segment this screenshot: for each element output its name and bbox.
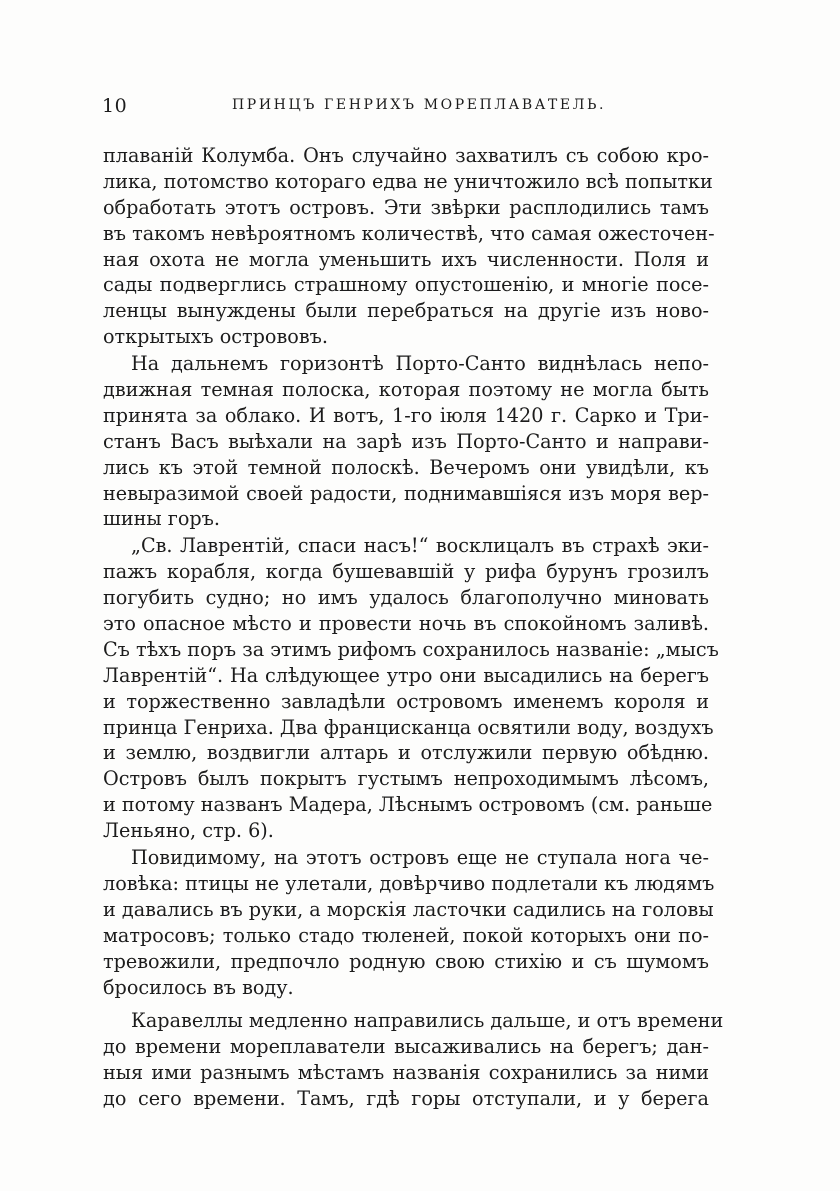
running-head — [102, 95, 720, 125]
paragraph-2 — [103, 351, 709, 532]
text-line: плаваній Колумба. Онъ случайно захватилъ съ собою кро- — [103, 144, 709, 167]
text-line: и землю, воздвигли алтарь и отслужили первую обѣдню. — [103, 741, 709, 765]
text-line: погубить судно; но имъ удалось благополучно миновать — [103, 586, 709, 610]
paragraph-1 — [103, 143, 715, 350]
text-line: станъ Васъ выѣхали на зарѣ изъ Порто-Санто и направи- — [103, 429, 709, 453]
text-line: пажъ корабля, когда бушевавшій у рифа бурунъ грозилъ — [103, 560, 709, 584]
text-line: лись къ этой темной полоскѣ. Вечеромъ они увидѣли, къ — [103, 455, 709, 479]
text-line: На дальнемъ горизонтѣ Порто-Санто виднѣлась непо- — [131, 352, 709, 376]
text-line: ныя ими разнымъ мѣстамъ названія сохранились за ними — [103, 1061, 709, 1085]
text-line: и торжественно завладѣли островомъ именемъ короля и — [103, 689, 709, 713]
text-line: Леньяно, стр. 6). — [103, 819, 274, 843]
text-line: до времени мореплаватели высаживались на берегъ; дан- — [103, 1035, 709, 1059]
text-line: до сего времени. Тамъ, гдѣ горы отступали, и у берега — [103, 1087, 709, 1111]
text-line: открытыхъ острововъ. — [103, 325, 328, 349]
text-line: бросилось въ воду. — [103, 975, 294, 999]
text-line: принца Генриха. Два францисканца освятили воду, воздухъ — [103, 715, 714, 739]
text-line: ленцы вынуждены были перебраться на другіе изъ ново- — [103, 299, 709, 323]
text-line: сады подверглись страшному опустошенію, и многіе посе- — [103, 273, 709, 297]
text-line: тревожили, предпочло родную свою стихію и съ шумомъ — [103, 949, 709, 973]
text-line: шины горъ. — [103, 507, 220, 531]
text-line: Съ тѣхъ поръ за этимъ рифомъ сохранилось названіе: „мысъ — [103, 637, 719, 661]
text-line: и давались въ руки, а морскія ласточки садились на головы — [103, 897, 714, 921]
text-line: ная охота не могла уменьшить ихъ численности. Поля и — [103, 247, 709, 271]
running-title: ПРИНЦЪ ГЕНРИХЪ МОРЕПЛАВАТЕЛЬ. — [232, 97, 607, 113]
text-line: обработать этотъ островъ. Эти звѣрки расплодились тамъ — [103, 195, 709, 219]
paragraph-4 — [103, 845, 715, 1000]
text-line: Островъ былъ покрытъ густымъ непроходимымъ лѣсомъ, — [103, 767, 709, 791]
text-line: невыразимой своей радости, поднимавшіяся изъ моря вер- — [103, 481, 709, 505]
text-line: ловѣка: птицы не улетали, довѣрчиво подлетали къ людямъ — [103, 871, 715, 895]
text-line: въ такомъ невѣроятномъ количествѣ, что самая ожесточен- — [103, 221, 715, 245]
text-line: принята за облако. И вотъ, 1-го іюля 1420 г. Сарко и Три- — [103, 403, 709, 427]
text-line: Каравеллы медленно направились дальше, и отъ времени — [131, 1009, 724, 1033]
body-text — [103, 143, 724, 1112]
text-line: „Св. Лаврентій, спаси насъ!“ восклицалъ въ страхѣ эки- — [131, 534, 709, 558]
text-line: матросовъ; только стадо тюленей, покой которыхъ они по- — [103, 923, 709, 947]
paragraph-3 — [103, 533, 719, 844]
text-line: лика, потомство котораго едва не уничтожило всѣ попытки — [103, 169, 713, 193]
text-line: Повидимому, на этотъ островъ еще не ступала нога че- — [131, 846, 709, 870]
paragraph-5 — [103, 1008, 724, 1112]
text-line: это опасное мѣсто и провести ночь въ спокойномъ заливѣ. — [103, 612, 709, 636]
page-number: 10 — [102, 95, 128, 117]
text-line: и потому названъ Мадера, Лѣснымъ островомъ (см. раньше — [103, 793, 713, 817]
text-line: движная темная полоска, которая поэтому не могла быть — [103, 378, 709, 402]
text-line: Лаврентій“. На слѣдующее утро они высадились на берегъ — [103, 663, 709, 687]
